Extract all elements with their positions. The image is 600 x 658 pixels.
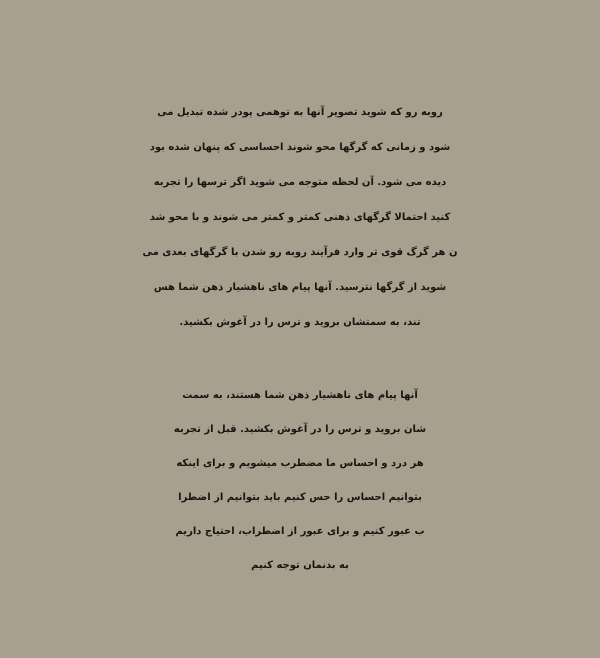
text-line: تند، به سمتشان بروید و ترس را در آغوش بکشید. [179,317,421,328]
text-line: به بدنمان توجه کنیم [251,560,349,571]
text-line: آنها پیام های ناهشیار ذهن شما هستند، به سمت [182,390,418,401]
text-line: شان بروید و ترس را در آغوش بکشید. قبل از تجربه [173,424,427,435]
text-line: روبه رو که شوید تصویر آنها به توهمی پودر شده تبدیل می [157,107,443,118]
text-line: ب عبور کنیم و برای عبور از اضطراب، احتیاج داریم [175,526,425,537]
text-line: هر درد و احساس ما مضطرب میشویم و برای اینکه [176,458,424,469]
paragraph-2 [0,379,600,583]
text-line: کنید احتمالا گرگهای ذهنی کمتر و کمتر می شوند و با محو شد [149,212,451,223]
text-line: ن هر گرگ قوی تر وارد فرآیند روبه رو شدن با گرگهای بعدی می [142,247,458,258]
text-line: شود و زمانی که گرگها محو شوند احساسی که پنهان شده بود [149,142,451,153]
text-line: بتوانیم احساس را حس کنیم باید بتوانیم از اضطرا [178,492,422,503]
paragraph-1 [0,95,600,340]
text-line: شوید از گرگها نترسید. آنها پیام های ناهشیار ذهن شما هس [153,282,447,293]
text-line: دیده می شود. آن لحظه متوجه می شوید اگر ترسها را تجربه [153,177,447,188]
